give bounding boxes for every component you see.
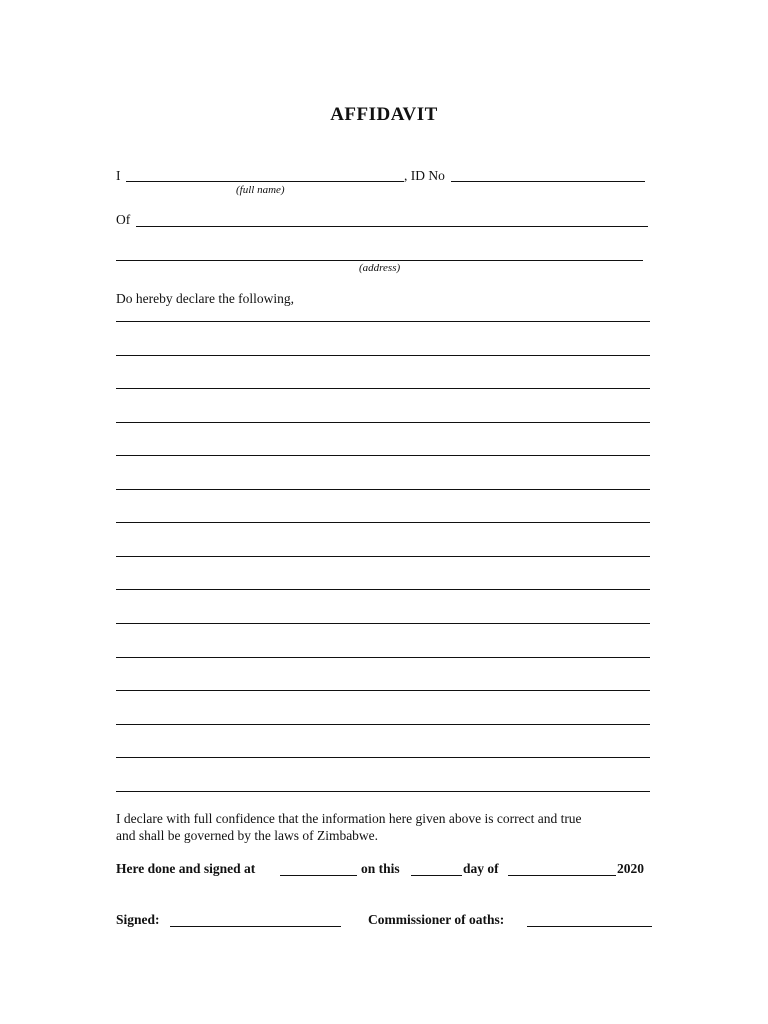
- commissioner-label: Commissioner of oaths:: [368, 912, 505, 927]
- full-name-field[interactable]: [126, 181, 404, 182]
- statement-line[interactable]: [116, 589, 650, 590]
- commissioner-signature-field[interactable]: [527, 926, 652, 927]
- signed-label: Signed:: [116, 912, 160, 927]
- signed-month-field[interactable]: [508, 875, 616, 876]
- id-label: , ID No: [404, 168, 445, 183]
- statement-line[interactable]: [116, 724, 650, 725]
- statement-line[interactable]: [116, 489, 650, 490]
- day-of-label: day of: [463, 861, 499, 876]
- statement-line[interactable]: [116, 556, 650, 557]
- address-field-line-1[interactable]: [136, 226, 648, 227]
- signed-day-field[interactable]: [411, 875, 462, 876]
- declaration-line-2: and shall be governed by the laws of Zimbabwe.: [116, 828, 379, 843]
- statement-line[interactable]: [116, 422, 650, 423]
- declare-intro: Do hereby declare the following,: [116, 291, 295, 306]
- address-caption: (address): [359, 262, 401, 274]
- statement-line[interactable]: [116, 791, 650, 792]
- id-number-field[interactable]: [451, 181, 645, 182]
- full-name-caption: (full name): [236, 184, 285, 196]
- declaration-line-1: I declare with full confidence that the information here given above is correct and true: [116, 811, 582, 826]
- signature-field[interactable]: [170, 926, 341, 927]
- on-this-label: on this: [361, 861, 400, 876]
- signed-at-place-field[interactable]: [280, 875, 357, 876]
- statement-line[interactable]: [116, 455, 650, 456]
- year-value: 2020: [617, 861, 644, 876]
- document-title: AFFIDAVIT: [330, 104, 438, 125]
- statement-line[interactable]: [116, 355, 650, 356]
- statement-line[interactable]: [116, 690, 650, 691]
- statement-line[interactable]: [116, 657, 650, 658]
- declaration-paragraph: [116, 810, 652, 844]
- statement-line[interactable]: [116, 522, 650, 523]
- statement-line[interactable]: [116, 388, 650, 389]
- of-label: Of: [116, 212, 131, 227]
- statement-line[interactable]: [116, 321, 650, 322]
- statement-line[interactable]: [116, 757, 650, 758]
- signed-at-label: Here done and signed at: [116, 861, 256, 876]
- address-field-line-2[interactable]: [116, 260, 643, 261]
- name-prefix: I: [116, 168, 121, 183]
- statement-line[interactable]: [116, 623, 650, 624]
